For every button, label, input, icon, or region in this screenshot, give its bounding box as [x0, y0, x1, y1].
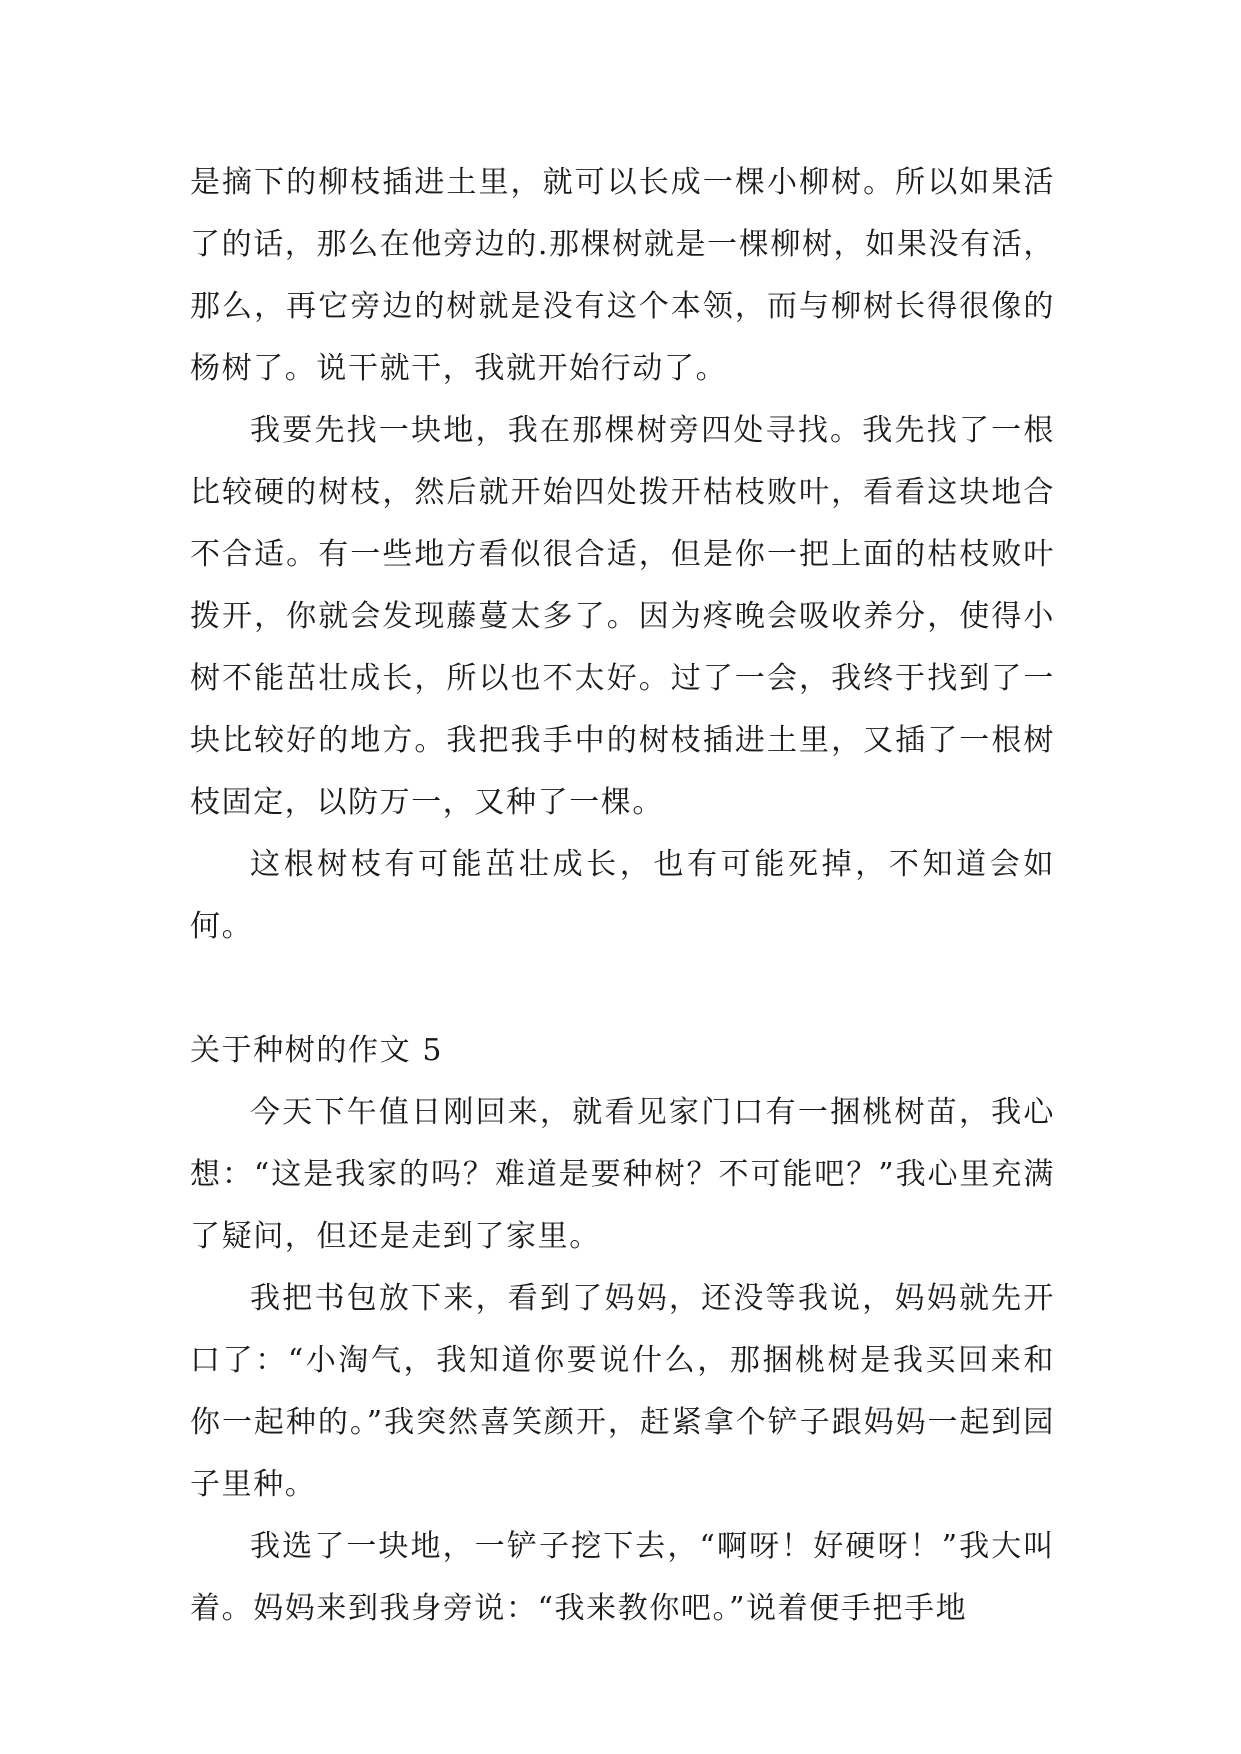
- paragraph: 今天下午值日刚回来，就看见家门口有一捆桃树苗，我心想：“这是我家的吗？难道是要种树？不可能吧？”我心里充满了疑问，但还是走到了家里。: [190, 1095, 1055, 1254]
- paragraph-continued: 是摘下的柳枝插进土里，就可以长成一棵小柳树。所以如果活了的话，那么在他旁边的.那棵树就是一棵柳树，如果没有活，那么，再它旁边的树就是没有这个本领，而与柳树长得很像的杨树了。说干就干，我就开始行动了。: [190, 165, 1055, 386]
- paragraph: 这根树枝有可能茁壮成长，也有可能死掉，不知道会如何。: [190, 847, 1055, 944]
- document-body: [190, 152, 1055, 1640]
- paragraph: 我要先找一块地，我在那棵树旁四处寻找。我先找了一根比较硬的树枝，然后就开始四处拨开枯枝败叶，看看这块地合不合适。有一些地方看似很合适，但是你一把上面的枯枝败叶拨开，你就会发现藤蔓太多了。因为疼晚会吸收养分，使得小树不能茁壮成长，所以也不太好。过了一会，我终于找到了一块比较好的地方。我把我手中的树枝插进土里，又插了一根树枝固定，以防万一，又种了一棵。: [190, 413, 1055, 820]
- paragraph: 我选了一块地，一铲子挖下去，“啊呀！好硬呀！”我大叫着。妈妈来到我身旁说：“我来教你吧。”说着便手把手地: [190, 1529, 1055, 1626]
- section-spacer: [190, 958, 1055, 1020]
- essay-title: 关于种树的作文 5: [190, 1033, 444, 1068]
- paragraph: 我把书包放下来，看到了妈妈，还没等我说，妈妈就先开口了：“小淘气，我知道你要说什么，那捆桃树是我买回来和你一起种的。”我突然喜笑颜开，赶紧拿个铲子跟妈妈一起到园子里种。: [190, 1281, 1055, 1502]
